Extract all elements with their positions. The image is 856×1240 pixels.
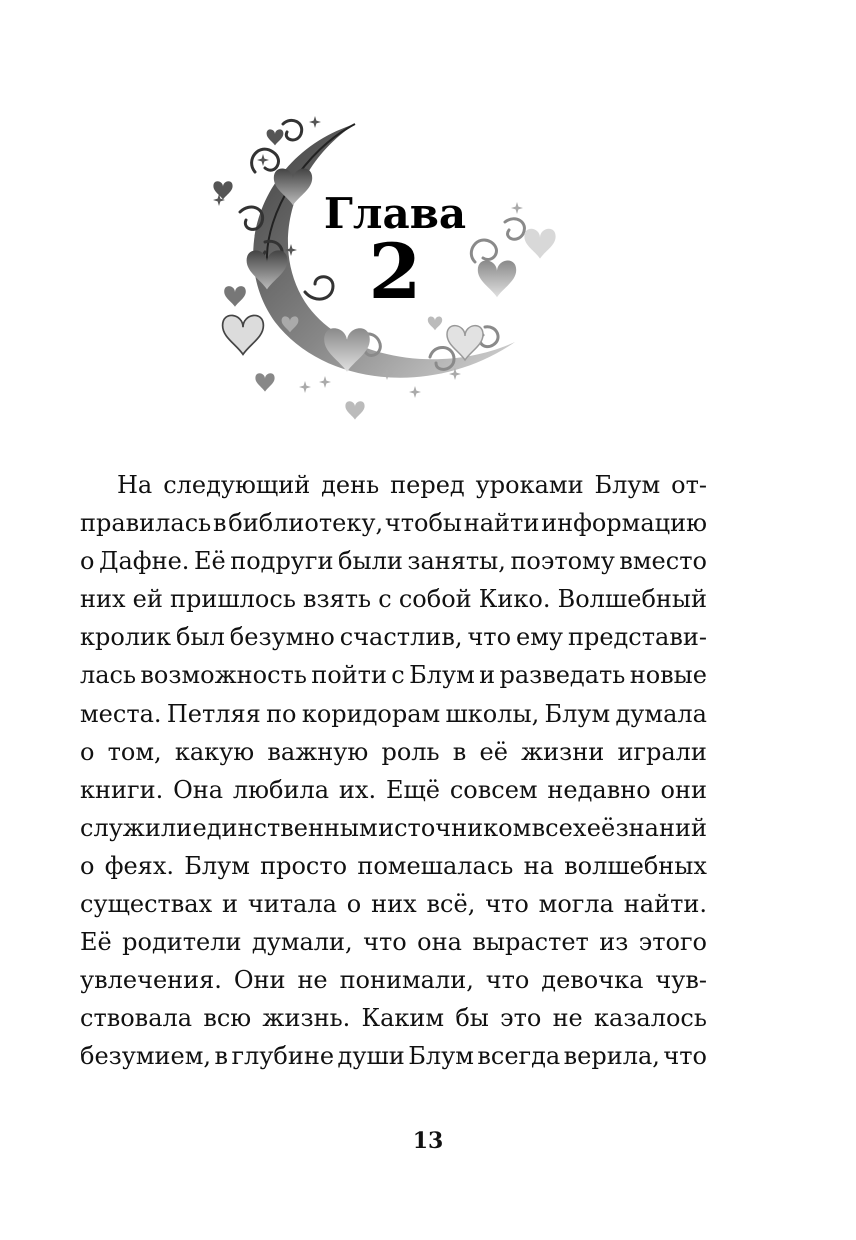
text-line: о Дафне. Её подруги были заняты, поэтому вместо xyxy=(80,547,707,576)
text-line: лась возможность пойти с Блум и разведать новые xyxy=(80,661,707,690)
text-line: книги. Она любила их. Ещё совсем недавно они xyxy=(80,775,707,804)
text-line: правилась в библиотеку, чтобы найти информацию xyxy=(80,509,707,538)
text-line: о феях. Блум просто помешалась на волшебных xyxy=(80,851,707,880)
text-line: них ей пришлось взять с собой Кико. Волшебный xyxy=(80,585,707,614)
text-line: места. Петляя по коридорам школы, Блум думала xyxy=(80,699,707,728)
body-text xyxy=(80,466,707,1076)
text-line: о том, какую важную роль в её жизни играли xyxy=(80,737,707,766)
text-line: Её родители думали, что она вырастет из этого xyxy=(80,928,707,957)
text-line: служили единственным источником всех её знаний xyxy=(80,813,707,842)
text-line: кролик был безумно счастлив, что ему представи- xyxy=(80,623,707,652)
text-line: увлечения. Они не понимали, что девочка чув- xyxy=(80,966,707,995)
text-line: На следующий день перед уроками Блум от- xyxy=(117,471,707,499)
chapter-label: Глава xyxy=(323,189,467,238)
text-line: ствовала всю жизнь. Каким бы это не казалось xyxy=(80,1004,707,1033)
text-line: безумием, в глубине души Блум всегда верила, что xyxy=(80,1042,707,1071)
chapter-number: 2 xyxy=(368,227,422,316)
text-line: существах и читала о них всё, что могла найти. xyxy=(80,890,707,919)
page-number: 13 xyxy=(412,1128,444,1154)
